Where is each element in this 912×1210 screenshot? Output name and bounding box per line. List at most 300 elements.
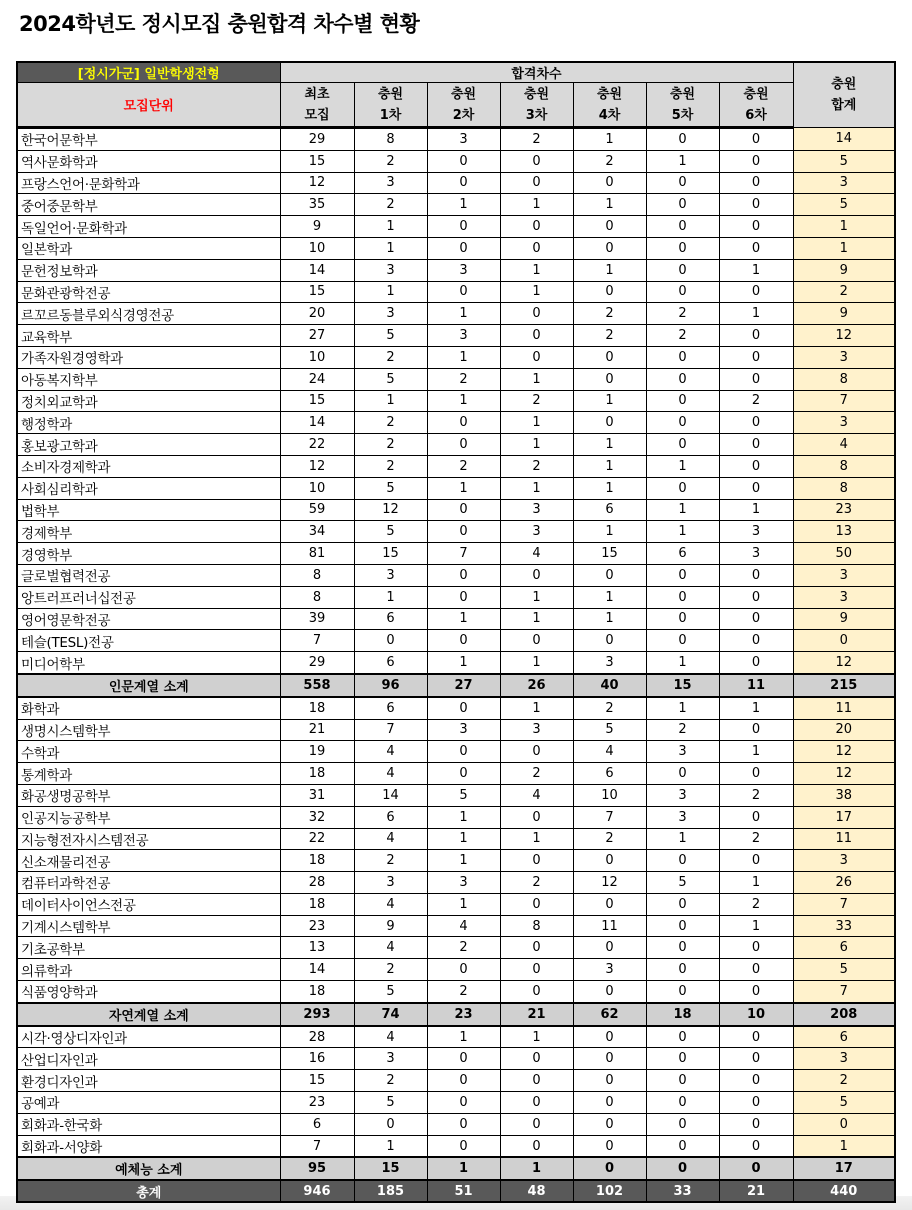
additional-total-cell: 33 <box>793 915 895 937</box>
unit-name-cell: 가족자원경영학과 <box>17 346 280 368</box>
round-1-cell: 3 <box>354 172 427 194</box>
round-5-cell: 0 <box>646 368 719 390</box>
initial-count-cell: 13 <box>280 937 354 959</box>
round-5-cell: 0 <box>646 608 719 630</box>
round-6-cell: 0 <box>719 608 793 630</box>
round-2-cell: 1 <box>427 828 500 850</box>
round-6-cell: 0 <box>719 477 793 499</box>
round-4-cell: 0 <box>573 1135 646 1157</box>
unit-name-cell: 통계학과 <box>17 763 280 785</box>
round-5-cell: 0 <box>646 915 719 937</box>
table-row <box>17 303 895 325</box>
round-6-cell: 0 <box>719 1113 793 1135</box>
round-4-cell: 0 <box>573 1092 646 1114</box>
table-row <box>17 325 895 347</box>
additional-total-cell: 2 <box>793 281 895 303</box>
round-4-cell: 102 <box>573 1180 646 1202</box>
initial-count-cell: 6 <box>280 1113 354 1135</box>
table-row <box>17 259 895 281</box>
table-row <box>17 216 895 238</box>
round-6-cell: 3 <box>719 521 793 543</box>
round-1-cell: 4 <box>354 893 427 915</box>
round-2-cell: 3 <box>427 872 500 894</box>
round-2-cell: 7 <box>427 543 500 565</box>
round-1-cell: 96 <box>354 674 427 697</box>
round-5-cell: 3 <box>646 741 719 763</box>
unit-name-cell: 문헌정보학과 <box>17 259 280 281</box>
unit-name-cell: 홍보광고학과 <box>17 434 280 456</box>
round-1-cell: 0 <box>354 1113 427 1135</box>
table-row <box>17 346 895 368</box>
additional-total-cell: 12 <box>793 763 895 785</box>
round-6-cell: 0 <box>719 172 793 194</box>
round-3-cell: 0 <box>500 1070 573 1092</box>
round-2-cell: 3 <box>427 128 500 151</box>
round-6-cell: 0 <box>719 564 793 586</box>
additional-total-cell: 3 <box>793 1048 895 1070</box>
unit-name-cell: 정치외교학과 <box>17 390 280 412</box>
unit-name-cell: 문화관광학전공 <box>17 281 280 303</box>
round-6-cell: 0 <box>719 1048 793 1070</box>
round-3-cell: 0 <box>500 237 573 259</box>
initial-count-cell: 10 <box>280 477 354 499</box>
round-1-cell: 3 <box>354 303 427 325</box>
additional-total-cell: 6 <box>793 1026 895 1048</box>
round-2-cell: 1 <box>427 1157 500 1180</box>
round-3-cell: 0 <box>500 981 573 1003</box>
unit-name-cell: 경제학부 <box>17 521 280 543</box>
round-4-cell: 0 <box>573 281 646 303</box>
grand-total-row <box>17 1180 895 1202</box>
round-5-cell: 15 <box>646 674 719 697</box>
round-5-cell: 0 <box>646 346 719 368</box>
round-5-cell: 1 <box>646 828 719 850</box>
round-5-cell: 0 <box>646 937 719 959</box>
initial-count-cell: 18 <box>280 850 354 872</box>
initial-count-cell: 18 <box>280 981 354 1003</box>
additional-total-cell: 8 <box>793 455 895 477</box>
round-3-cell: 0 <box>500 216 573 238</box>
col-header-round-5: 충원 5차 <box>646 83 719 128</box>
additional-total-cell: 17 <box>793 1157 895 1180</box>
initial-count-cell: 31 <box>280 784 354 806</box>
additional-total-cell: 3 <box>793 412 895 434</box>
round-2-cell: 0 <box>427 741 500 763</box>
unit-name-cell: 아동복지학부 <box>17 368 280 390</box>
round-4-cell: 12 <box>573 872 646 894</box>
additional-total-cell: 26 <box>793 872 895 894</box>
round-6-cell: 0 <box>719 150 793 172</box>
round-5-cell: 6 <box>646 543 719 565</box>
initial-count-cell: 22 <box>280 828 354 850</box>
round-4-cell: 1 <box>573 521 646 543</box>
round-6-cell: 0 <box>719 1135 793 1157</box>
additional-total-cell: 1 <box>793 216 895 238</box>
round-4-cell: 6 <box>573 499 646 521</box>
round-5-cell: 0 <box>646 763 719 785</box>
initial-count-cell: 8 <box>280 564 354 586</box>
initial-count-cell: 946 <box>280 1180 354 1202</box>
round-1-cell: 14 <box>354 784 427 806</box>
table-row <box>17 150 895 172</box>
round-1-cell: 1 <box>354 586 427 608</box>
round-5-cell: 0 <box>646 434 719 456</box>
additional-total-cell: 9 <box>793 608 895 630</box>
table-row <box>17 872 895 894</box>
round-6-cell: 0 <box>719 1070 793 1092</box>
round-4-cell: 15 <box>573 543 646 565</box>
round-4-cell: 2 <box>573 150 646 172</box>
round-4-cell: 0 <box>573 1157 646 1180</box>
unit-name-cell: 독일언어·문화학과 <box>17 216 280 238</box>
round-6-cell: 0 <box>719 346 793 368</box>
table-row <box>17 784 895 806</box>
unit-name-cell: 인문계열 소계 <box>17 674 280 697</box>
round-2-cell: 0 <box>427 1113 500 1135</box>
additional-total-cell: 5 <box>793 194 895 216</box>
round-5-cell: 0 <box>646 564 719 586</box>
additional-total-cell: 5 <box>793 150 895 172</box>
table-row <box>17 915 895 937</box>
page-title: 2024학년도 정시모집 충원합격 차수별 현황 <box>19 12 420 36</box>
round-4-cell: 0 <box>573 172 646 194</box>
initial-count-cell: 14 <box>280 959 354 981</box>
table-row <box>17 850 895 872</box>
table-row <box>17 1113 895 1135</box>
round-6-cell: 0 <box>719 586 793 608</box>
unit-name-cell: 신소재물리전공 <box>17 850 280 872</box>
round-5-cell: 3 <box>646 784 719 806</box>
table-row <box>17 981 895 1003</box>
round-6-cell: 2 <box>719 828 793 850</box>
unit-name-cell: 역사문화학과 <box>17 150 280 172</box>
unit-name-cell: 일본학과 <box>17 237 280 259</box>
unit-name-cell: 데이터사이언스전공 <box>17 893 280 915</box>
initial-count-cell: 15 <box>280 1070 354 1092</box>
round-1-cell: 1 <box>354 237 427 259</box>
table-row <box>17 390 895 412</box>
unit-name-cell: 수학과 <box>17 741 280 763</box>
round-1-cell: 7 <box>354 719 427 741</box>
round-3-cell: 0 <box>500 893 573 915</box>
additional-total-cell: 0 <box>793 630 895 652</box>
round-1-cell: 1 <box>354 281 427 303</box>
round-3-cell: 2 <box>500 455 573 477</box>
initial-count-cell: 24 <box>280 368 354 390</box>
round-6-cell: 0 <box>719 763 793 785</box>
round-2-cell: 0 <box>427 1048 500 1070</box>
round-2-cell: 1 <box>427 806 500 828</box>
round-2-cell: 0 <box>427 521 500 543</box>
additional-total-cell: 12 <box>793 652 895 674</box>
round-5-cell: 1 <box>646 499 719 521</box>
unit-name-cell: 프랑스언어·문화학과 <box>17 172 280 194</box>
admission-type-header: [정시가군] 일반학생전형 <box>17 62 280 83</box>
table-row <box>17 586 895 608</box>
unit-name-cell: 글로벌협력전공 <box>17 564 280 586</box>
initial-count-cell: 59 <box>280 499 354 521</box>
round-6-cell: 0 <box>719 216 793 238</box>
round-6-cell: 1 <box>719 303 793 325</box>
round-4-cell: 40 <box>573 674 646 697</box>
round-2-cell: 51 <box>427 1180 500 1202</box>
round-2-cell: 0 <box>427 150 500 172</box>
table-row <box>17 1070 895 1092</box>
round-3-cell: 4 <box>500 784 573 806</box>
unit-name-cell: 인공지능공학부 <box>17 806 280 828</box>
round-5-cell: 0 <box>646 412 719 434</box>
initial-count-cell: 9 <box>280 216 354 238</box>
table-row <box>17 741 895 763</box>
col-header-round-2: 충원 2차 <box>427 83 500 128</box>
table-row <box>17 630 895 652</box>
additional-total-cell: 11 <box>793 697 895 719</box>
initial-count-cell: 35 <box>280 194 354 216</box>
additional-total-cell: 11 <box>793 828 895 850</box>
round-3-cell: 1 <box>500 259 573 281</box>
unit-name-cell: 미디어학부 <box>17 652 280 674</box>
unit-name-cell: 기계시스템학부 <box>17 915 280 937</box>
unit-name-cell: 지능형전자시스템전공 <box>17 828 280 850</box>
unit-name-cell: 사회심리학과 <box>17 477 280 499</box>
round-3-cell: 4 <box>500 543 573 565</box>
round-1-cell: 2 <box>354 850 427 872</box>
round-3-cell: 0 <box>500 325 573 347</box>
table-row <box>17 608 895 630</box>
total-column-header: 충원 합계 <box>793 62 895 128</box>
round-4-cell: 0 <box>573 1048 646 1070</box>
initial-count-cell: 14 <box>280 259 354 281</box>
round-2-cell: 0 <box>427 959 500 981</box>
round-2-cell: 3 <box>427 719 500 741</box>
header-row-2 <box>17 83 895 128</box>
unit-name-cell: 한국어문학부 <box>17 128 280 151</box>
round-5-cell: 0 <box>646 893 719 915</box>
round-5-cell: 1 <box>646 455 719 477</box>
round-1-cell: 3 <box>354 1048 427 1070</box>
unit-name-cell: 경영학부 <box>17 543 280 565</box>
round-4-cell: 6 <box>573 763 646 785</box>
round-2-cell: 1 <box>427 303 500 325</box>
round-4-cell: 0 <box>573 564 646 586</box>
round-5-cell: 0 <box>646 1113 719 1135</box>
round-3-cell: 1 <box>500 1157 573 1180</box>
round-1-cell: 8 <box>354 128 427 151</box>
round-6-cell: 0 <box>719 1092 793 1114</box>
round-6-cell: 0 <box>719 652 793 674</box>
round-1-cell: 2 <box>354 959 427 981</box>
round-2-cell: 3 <box>427 325 500 347</box>
round-2-cell: 0 <box>427 697 500 719</box>
round-6-cell: 0 <box>719 194 793 216</box>
unit-name-cell: 기초공학부 <box>17 937 280 959</box>
unit-name-cell: 컴퓨터과학전공 <box>17 872 280 894</box>
round-3-cell: 0 <box>500 150 573 172</box>
round-6-cell: 0 <box>719 281 793 303</box>
round-2-cell: 0 <box>427 630 500 652</box>
round-2-cell: 2 <box>427 368 500 390</box>
unit-name-cell: 총계 <box>17 1180 280 1202</box>
round-1-cell: 6 <box>354 806 427 828</box>
round-3-cell: 0 <box>500 1113 573 1135</box>
table-row <box>17 828 895 850</box>
table-row <box>17 281 895 303</box>
additional-total-cell: 1 <box>793 1135 895 1157</box>
round-2-cell: 1 <box>427 477 500 499</box>
additional-total-cell: 12 <box>793 741 895 763</box>
round-2-cell: 0 <box>427 216 500 238</box>
round-3-cell: 0 <box>500 850 573 872</box>
initial-count-cell: 20 <box>280 303 354 325</box>
round-4-cell: 1 <box>573 455 646 477</box>
initial-count-cell: 81 <box>280 543 354 565</box>
round-4-cell: 3 <box>573 652 646 674</box>
round-1-cell: 6 <box>354 652 427 674</box>
round-5-cell: 0 <box>646 216 719 238</box>
round-1-cell: 3 <box>354 564 427 586</box>
round-3-cell: 0 <box>500 741 573 763</box>
round-3-cell: 0 <box>500 303 573 325</box>
unit-name-cell: 소비자경제학과 <box>17 455 280 477</box>
round-2-cell: 0 <box>427 172 500 194</box>
additional-total-cell: 3 <box>793 172 895 194</box>
round-6-cell: 0 <box>719 128 793 151</box>
initial-count-cell: 22 <box>280 434 354 456</box>
round-5-cell: 5 <box>646 872 719 894</box>
round-1-cell: 1 <box>354 390 427 412</box>
round-1-cell: 9 <box>354 915 427 937</box>
initial-count-cell: 10 <box>280 237 354 259</box>
round-4-cell: 2 <box>573 697 646 719</box>
round-5-cell: 1 <box>646 521 719 543</box>
additional-total-cell: 440 <box>793 1180 895 1202</box>
additional-total-cell: 14 <box>793 128 895 151</box>
table-row <box>17 806 895 828</box>
round-3-cell: 1 <box>500 477 573 499</box>
round-6-cell: 0 <box>719 1157 793 1180</box>
additional-total-cell: 50 <box>793 543 895 565</box>
initial-count-cell: 32 <box>280 806 354 828</box>
table-row <box>17 1026 895 1048</box>
round-5-cell: 33 <box>646 1180 719 1202</box>
round-5-cell: 0 <box>646 1026 719 1048</box>
round-6-cell: 1 <box>719 499 793 521</box>
round-3-cell: 1 <box>500 434 573 456</box>
additional-total-cell: 8 <box>793 477 895 499</box>
round-3-cell: 2 <box>500 390 573 412</box>
initial-count-cell: 23 <box>280 915 354 937</box>
unit-name-cell: 중어중문학부 <box>17 194 280 216</box>
round-1-cell: 5 <box>354 1092 427 1114</box>
initial-count-cell: 29 <box>280 652 354 674</box>
round-6-cell: 2 <box>719 893 793 915</box>
round-2-cell: 1 <box>427 194 500 216</box>
unit-name-cell: 르꼬르동블루외식경영전공 <box>17 303 280 325</box>
round-3-cell: 1 <box>500 652 573 674</box>
additional-total-cell: 9 <box>793 259 895 281</box>
round-1-cell: 3 <box>354 872 427 894</box>
round-6-cell: 1 <box>719 741 793 763</box>
round-2-cell: 23 <box>427 1003 500 1026</box>
table-row <box>17 1048 895 1070</box>
round-2-cell: 0 <box>427 564 500 586</box>
table-row <box>17 434 895 456</box>
round-1-cell: 5 <box>354 477 427 499</box>
round-6-cell: 0 <box>719 455 793 477</box>
round-2-cell: 0 <box>427 763 500 785</box>
round-3-cell: 0 <box>500 630 573 652</box>
round-3-cell: 48 <box>500 1180 573 1202</box>
table-row <box>17 719 895 741</box>
unit-column-header: 모집단위 <box>17 83 280 128</box>
round-1-cell: 4 <box>354 828 427 850</box>
round-5-cell: 0 <box>646 586 719 608</box>
round-2-cell: 1 <box>427 850 500 872</box>
round-1-cell: 4 <box>354 763 427 785</box>
round-6-cell: 0 <box>719 850 793 872</box>
round-6-cell: 2 <box>719 390 793 412</box>
unit-name-cell: 식품영양학과 <box>17 981 280 1003</box>
round-1-cell: 1 <box>354 216 427 238</box>
unit-name-cell: 영어영문학전공 <box>17 608 280 630</box>
round-2-cell: 0 <box>427 1135 500 1157</box>
initial-count-cell: 8 <box>280 586 354 608</box>
round-3-cell: 2 <box>500 763 573 785</box>
round-5-cell: 0 <box>646 1070 719 1092</box>
round-5-cell: 0 <box>646 959 719 981</box>
col-header-initial: 최초 모집 <box>280 83 354 128</box>
round-4-cell: 62 <box>573 1003 646 1026</box>
round-4-cell: 7 <box>573 806 646 828</box>
round-1-cell: 6 <box>354 697 427 719</box>
table-row <box>17 543 895 565</box>
round-5-cell: 0 <box>646 981 719 1003</box>
additional-total-cell: 4 <box>793 434 895 456</box>
initial-count-cell: 15 <box>280 390 354 412</box>
unit-name-cell: 회화과-한국화 <box>17 1113 280 1135</box>
round-1-cell: 12 <box>354 499 427 521</box>
round-4-cell: 0 <box>573 1113 646 1135</box>
initial-count-cell: 95 <box>280 1157 354 1180</box>
round-3-cell: 1 <box>500 1026 573 1048</box>
round-5-cell: 0 <box>646 390 719 412</box>
round-4-cell: 2 <box>573 828 646 850</box>
round-6-cell: 1 <box>719 872 793 894</box>
round-6-cell: 0 <box>719 937 793 959</box>
initial-count-cell: 558 <box>280 674 354 697</box>
round-3-cell: 8 <box>500 915 573 937</box>
table-row <box>17 194 895 216</box>
table-row <box>17 455 895 477</box>
round-3-cell: 0 <box>500 1135 573 1157</box>
round-6-cell: 0 <box>719 1026 793 1048</box>
round-5-cell: 0 <box>646 237 719 259</box>
round-1-cell: 2 <box>354 1070 427 1092</box>
col-header-round-1: 충원 1차 <box>354 83 427 128</box>
round-1-cell: 2 <box>354 434 427 456</box>
initial-count-cell: 34 <box>280 521 354 543</box>
unit-name-cell: 시각·영상디자인과 <box>17 1026 280 1048</box>
round-3-cell: 21 <box>500 1003 573 1026</box>
round-3-cell: 1 <box>500 281 573 303</box>
unit-name-cell: 앙트러프러너십전공 <box>17 586 280 608</box>
round-1-cell: 1 <box>354 1135 427 1157</box>
round-3-cell: 0 <box>500 346 573 368</box>
table-row <box>17 1135 895 1157</box>
initial-count-cell: 39 <box>280 608 354 630</box>
round-2-cell: 3 <box>427 259 500 281</box>
round-1-cell: 15 <box>354 543 427 565</box>
